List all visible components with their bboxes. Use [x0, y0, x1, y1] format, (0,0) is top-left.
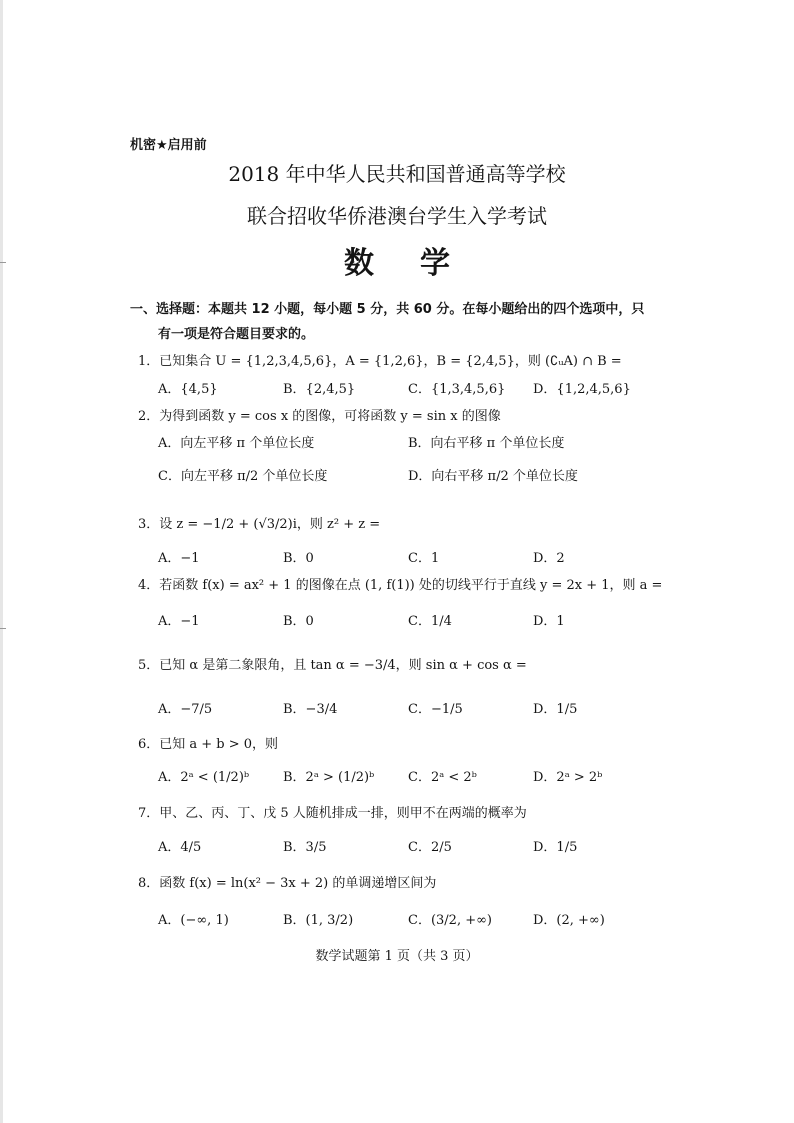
confidential-label: 机密★启用前: [130, 138, 207, 153]
question-1-stem: 1．已知集合 U = {1,2,3,4,5,6}，A = {1,2,6}，B = {2,4,5}，则 (∁ᵤA) ∩ B =: [138, 354, 622, 369]
exam-title-line-1: 2018 年中华人民共和国普通高等学校: [228, 162, 566, 186]
question-6-stem: 6．已知 a + b > 0，则: [138, 737, 279, 752]
question-7-option-b: B．3/5: [283, 840, 327, 855]
question-4-option-b: B．0: [283, 614, 314, 629]
question-7-option-c: C．2/5: [408, 840, 452, 855]
section-instruction-line-1: 一、选择题：本题共 12 小题，每小题 5 分，共 60 分。在每小题给出的四个选项中，只: [130, 302, 645, 317]
question-5-option-a: A．−7/5: [158, 702, 213, 717]
question-7-option-a: A．4/5: [158, 840, 202, 855]
exam-title-line-2: 联合招收华侨港澳台学生入学考试: [247, 204, 547, 228]
question-5-option-d: D．1/5: [533, 702, 578, 717]
question-1-option-b: B．{2,4,5}: [283, 382, 356, 397]
question-8-option-a: A．(−∞, 1): [158, 913, 229, 928]
question-5-option-c: C．−1/5: [408, 702, 463, 717]
question-1-option-d: D．{1,2,4,5,6}: [533, 382, 631, 397]
question-6-option-a: A．2ᵃ < (1/2)ᵇ: [158, 770, 250, 785]
question-5-option-b: B．−3/4: [283, 702, 338, 717]
question-6-option-c: C．2ᵃ < 2ᵇ: [408, 770, 477, 785]
question-1-option-a: A．{4,5}: [158, 382, 218, 397]
question-8-option-d: D．(2, +∞): [533, 913, 605, 928]
page-footer: 数学试题第 1 页（共 3 页）: [315, 949, 479, 964]
question-3-stem: 3．设 z = −1/2 + (√3/2)i，则 z² + z =: [138, 517, 381, 532]
question-4-stem: 4．若函数 f(x) = ax² + 1 的图像在点 (1, f(1)) 处的切线平行于直线 y = 2x + 1，则 a =: [138, 578, 663, 593]
question-8-option-c: C．(3/2, +∞): [408, 913, 492, 928]
question-8-stem: 8．函数 f(x) = ln(x² − 3x + 2) 的单调递增区间为: [138, 876, 437, 891]
section-instruction-line-2: 有一项是符合题目要求的。: [158, 327, 315, 342]
question-8-option-b: B．(1, 3/2): [283, 913, 354, 928]
question-5-stem: 5．已知 α 是第二象限角，且 tan α = −3/4，则 sin α + cos α =: [138, 658, 527, 673]
question-7-option-d: D．1/5: [533, 840, 578, 855]
question-2-stem: 2．为得到函数 y = cos x 的图像，可将函数 y = sin x 的图像: [138, 409, 501, 424]
question-2-option-c: C．向左平移 π/2 个单位长度: [158, 469, 328, 484]
question-3-option-d: D．2: [533, 551, 565, 566]
question-7-stem: 7．甲、乙、丙、丁、戊 5 人随机排成一排，则甲不在两端的概率为: [138, 806, 527, 821]
question-3-option-b: B．0: [283, 551, 314, 566]
question-6-option-b: B．2ᵃ > (1/2)ᵇ: [283, 770, 375, 785]
question-2-option-a: A．向左平移 π 个单位长度: [158, 436, 315, 451]
question-3-option-c: C．1: [408, 551, 440, 566]
question-4-option-c: C．1/4: [408, 614, 452, 629]
question-4-option-d: D．1: [533, 614, 565, 629]
question-2-option-d: D．向右平移 π/2 个单位长度: [408, 469, 578, 484]
question-4-option-a: A．−1: [158, 614, 200, 629]
scan-margin-mark: [0, 628, 6, 629]
question-1-option-c: C．{1,3,4,5,6}: [408, 382, 506, 397]
question-6-option-d: D．2ᵃ > 2ᵇ: [533, 770, 603, 785]
question-2-option-b: B．向右平移 π 个单位长度: [408, 436, 565, 451]
question-3-option-a: A．−1: [158, 551, 200, 566]
subject-title: 数学: [344, 246, 496, 281]
